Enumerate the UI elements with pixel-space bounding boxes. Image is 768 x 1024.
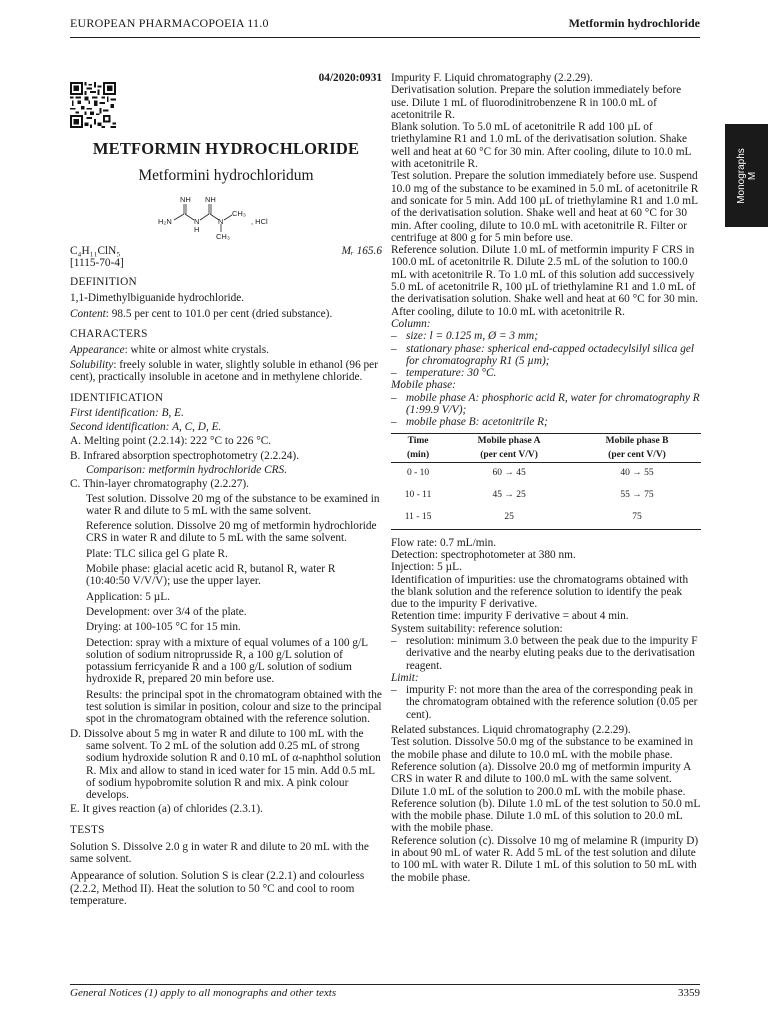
table-row: [391, 507, 701, 530]
molecular-weight: Mᵣ 165.6: [341, 245, 382, 257]
definition-text: 1,1-Dimethylbiguanide hydrochloride.: [70, 292, 245, 305]
identification-e: E. It gives reaction (a) of chlorides (2.3.1).: [70, 803, 263, 816]
test-solution: Test solution. Prepare the solution immediately before use. Suspend 10.0 mg of the substance to be examined in 5.0 mL of acetonitrile R and sonicate for 5 min. Add 100 µL of triethylamine R1 and 1.0 mL of the derivatisation solution. Shake well and heat at 60 °C for 30 min. After cooling, dilute to 10.0 mL with acetonitrile R. Filter or centrifuge at 800 g for 5 min before use.: [391, 170, 699, 244]
table-cell: 0 - 10: [406, 467, 430, 478]
table-cell: 60 → 45: [492, 467, 526, 478]
molecular-formula: C₄H₁₁ClN₅: [70, 245, 121, 257]
table-cell: 11 - 15: [391, 507, 445, 530]
struct-ch3-right: CH₃: [232, 209, 246, 218]
identification-c: C. Thin-layer chromatography (2.2.27).: [70, 478, 249, 491]
running-header: [70, 17, 700, 33]
retention-time: Retention time: impurity F derivative = about 4 min.: [391, 610, 629, 623]
resolution: – resolution: minimum 3.0 between the peak due to the impurity F derivative and the nearby eluting peaks due to the derivatisation reagent.: [391, 634, 698, 672]
side-tab-letter: M: [746, 171, 758, 180]
struct-h-bottom: H: [194, 225, 200, 234]
struct-nh-1: NH: [180, 195, 191, 204]
blank-solution: Blank solution. To 5.0 mL of acetonitrile R add 100 µL of triethylamine R1 and 1.0 mL of the derivatisation solution. Shake well and heat at 60 °C for 30 min. After cooling, dilute to 10.0 mL with acetonitrile R.: [391, 121, 691, 171]
flow-rate: Flow rate: 0.7 mL/min.: [391, 536, 497, 549]
solubility-line: Solubility: freely soluble in water, slightly soluble in ethanol (96 per cent), practically insoluble in acetone and in methylene chloride.: [70, 359, 378, 384]
struct-ch3-bottom: CH₃: [216, 232, 230, 241]
page-number: 3359: [678, 987, 700, 999]
table-cell: 75: [573, 507, 701, 530]
appearance-line: Appearance: white or almost white crystals.: [70, 343, 269, 356]
struct-h2n: H₂N: [158, 217, 172, 226]
column-stationary-phase: – stationary phase: spherical end-capped octadecylsilyl silica gel for chromatography R1 (5 µm);: [391, 342, 694, 367]
struct-hcl: , HCl: [251, 217, 268, 226]
identification-a: A. Melting point (2.2.14): 222 °C to 226 °C.: [70, 435, 272, 448]
rs-reference-b: Reference solution (b). Dilute 1.0 mL of the test solution to 50.0 mL with the mobile phase. Dilute 1.0 mL of this solution to 20.0 mL with the mobile phase.: [391, 797, 700, 835]
table-header-time-unit: (min): [391, 448, 445, 463]
table-cell: 40 → 55: [620, 467, 654, 478]
c-plate: Plate: TLC silica gel G plate R.: [86, 547, 228, 560]
rs-test-solution: Test solution. Dissolve 50.0 mg of the substance to be examined in the mobile phase and dilute to 10.0 mL with the mobile phase.: [391, 736, 693, 761]
identification-heading: IDENTIFICATION: [70, 391, 164, 404]
struct-n-right: N: [218, 217, 224, 226]
identification-d: D. Dissolve about 5 mg in water R and dilute to 100 mL with the same solvent. To 2 mL of the solution add 0.25 mL of strong sodium hydroxide solution R and 0.10 mL of α-naphthol solution R. Mix and allow to stand in iced water for 15 min. Add 0.5 mL of sodium hypobromite solution R and mix. A pink colour develops.: [70, 727, 381, 802]
c-development: Development: over 3/4 of the plate.: [86, 605, 247, 618]
injection: Injection: 5 µL.: [391, 561, 462, 574]
system-suitability: System suitability: reference solution:: [391, 622, 563, 635]
latin-name: Metformini hydrochloridum: [138, 167, 314, 184]
identification-b: B. Infrared absorption spectrophotometry (2.2.24).: [70, 449, 300, 462]
c-drying: Drying: at 100-105 °C for 15 min.: [86, 621, 241, 634]
second-identification: Second identification: A, C, D, E.: [70, 421, 222, 434]
detection: Detection: spectrophotometer at 380 nm.: [391, 548, 576, 561]
c-application: Application: 5 µL.: [86, 590, 171, 603]
molecular-formula-line: [70, 245, 382, 257]
qr-code: [70, 82, 116, 128]
monograph-title: METFORMIN HYDROCHLORIDE: [92, 139, 360, 158]
cas-number: [1115-70-4]: [70, 257, 124, 269]
related-substances-heading: Related substances. Liquid chromatography (2.2.29).: [391, 724, 631, 737]
solution-s: Solution S. Dissolve 2.0 g in water R and dilute to 20 mL with the same solvent.: [70, 840, 369, 865]
table-header-phase-b: Mobile phase B: [573, 433, 701, 448]
column-temperature: – temperature: 30 °C.: [391, 367, 497, 380]
c-results: Results: the principal spot in the chromatogram obtained with the test solution is similar in position, colour and size to the principal spot in the chromatogram obtained with the reference solution.: [86, 688, 382, 726]
limit-label: Limit:: [391, 671, 419, 684]
side-tab-label: Monographs: [735, 147, 747, 204]
structural-formula: [156, 195, 296, 241]
table-header-phase-a-unit: (per cent V/V): [445, 448, 573, 463]
left-column: [70, 72, 382, 907]
reference-solution: Reference solution. Dilute 1.0 mL of metformin impurity F CRS in 100.0 mL of acetonitrile R. Dilute 2.5 mL of the solution to 100.0 mL with acetonitrile R. To 1.0 mL of this solution add successively 5.0 mL of acetonitrile R, 100 µL of triethylamine R1 and 1.0 mL of the derivatisation solution. Shake well and heat at 60 °C for 30 min. After cooling, dilute to 10.0 mL with acetonitrile R.: [391, 244, 698, 318]
monograph-reference-number: 04/2020:0931: [318, 72, 382, 84]
table-header-phase-a: Mobile phase A: [445, 433, 573, 448]
definition-heading: DEFINITION: [70, 276, 138, 289]
tests-heading: TESTS: [70, 823, 105, 836]
content-line: Content: 98.5 per cent to 101.0 per cent (dried substance).: [70, 307, 333, 320]
footer-rule: [70, 984, 700, 985]
derivatisation-solution: Derivatisation solution. Prepare the solution immediately before use. Dilute 1 mL of fluorodinitrobenzene R in 100.0 mL of acetonitrile R.: [391, 84, 682, 121]
header-rule: [70, 37, 700, 38]
table-cell: 25: [445, 507, 573, 530]
right-column: [391, 72, 701, 884]
column-size: – size: l = 0.125 m, Ø = 3 mm;: [391, 330, 538, 343]
mobile-phase-a: – mobile phase A: phosphoric acid R, water for chromatography R (1:99.9 V/V);: [391, 391, 700, 417]
rs-reference-a: Reference solution (a). Dissolve 20.0 mg of metformin impurity A CRS in water R and dilute to 100.0 mL with the same solvent. Dilute 1.0 mL of the solution to 200.0 mL with the mobile phase.: [391, 760, 691, 798]
characters-heading: CHARACTERS: [70, 327, 148, 340]
impurity-f-heading: Impurity F. Liquid chromatography (2.2.29).: [391, 72, 593, 84]
c-detection: Detection: spray with a mixture of equal volumes of a 100 g/L solution of sodium nitroprusside R, a 100 g/L solution of potassium ferricyanide R and a 100 g/L solution of sodium hydroxide R, prepared 20 min before use.: [86, 636, 368, 686]
c-test-solution: Test solution. Dissolve 20 mg of the substance to be examined in water R and dilute to 5 mL with the same solvent.: [86, 492, 380, 517]
header-publication: EUROPEAN PHARMACOPOEIA 11.0: [70, 16, 269, 30]
struct-n-bottom: N: [194, 217, 200, 226]
table-row: [391, 485, 701, 507]
header-monograph-title: Metformin hydrochloride: [568, 16, 700, 30]
limit-impurity-f: – impurity F: not more than the area of the corresponding peak in the chromatogram obtained with the reference solution (0.05 per cent).: [391, 684, 698, 721]
footer-notice: General Notices (1) apply to all monographs and other texts: [70, 987, 337, 999]
appearance-of-solution: Appearance of solution. Solution S is clear (2.2.1) and colourless (2.2.2, Method II). Heat the solution to 50 °C and cool to room temperature.: [70, 870, 365, 907]
gradient-table: [391, 433, 701, 530]
identification-of-impurities: Identification of impurities: use the chromatograms obtained with the blank solution and the reference solution to identify the peak due to the impurity F derivative.: [391, 573, 689, 611]
identification-b-comparison: Comparison: metformin hydrochloride CRS.: [86, 463, 288, 476]
mobile-phase-label: Mobile phase:: [391, 379, 456, 392]
column-label: Column:: [391, 317, 431, 330]
c-mobile-phase: Mobile phase: glacial acetic acid R, butanol R, water R (10:40:50 V/V/V); use the upper layer.: [86, 563, 336, 588]
table-header-phase-b-unit: (per cent V/V): [573, 448, 701, 463]
table-cell: 55 → 75: [620, 489, 654, 500]
first-identification: First identification: B, E.: [70, 406, 184, 419]
monographs-side-tab: [725, 124, 768, 227]
struct-nh-2: NH: [205, 195, 216, 204]
mobile-phase-b: – mobile phase B: acetonitrile R;: [391, 416, 548, 429]
table-cell: 45 → 25: [492, 489, 526, 500]
table-header-time: Time: [391, 433, 445, 448]
table-row: [391, 462, 701, 485]
c-reference-solution: Reference solution. Dissolve 20 mg of metformin hydrochloride CRS in water R and dilute to 5 mL with the same solvent.: [86, 520, 377, 545]
table-cell: 10 - 11: [404, 489, 432, 500]
rs-reference-c: Reference solution (c). Dissolve 10 mg of melamine R (impurity D) in about 90 mL of water R. Add 5 mL of the test solution and dilute to 100 mL with water R. Dilute 1 mL of this solution to 50 mL with the mobile phase.: [391, 834, 699, 884]
